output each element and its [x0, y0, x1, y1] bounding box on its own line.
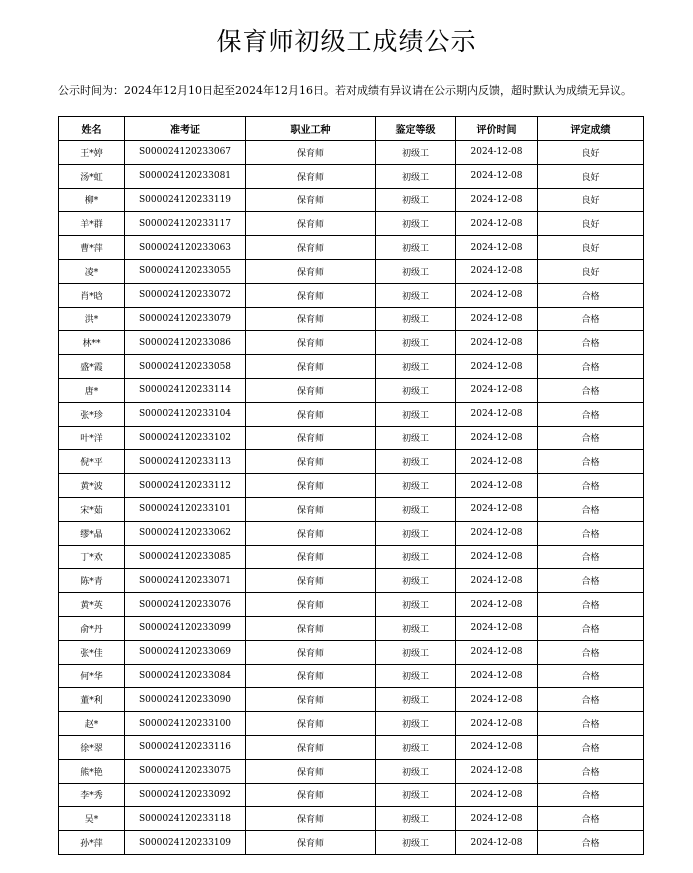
cell-grade: 合格 — [538, 807, 644, 831]
cell-occupation: 保育师 — [246, 569, 376, 593]
cell-occupation: 保育师 — [246, 283, 376, 307]
cell-grade: 良好 — [538, 141, 644, 165]
table-row — [59, 378, 644, 402]
cell-exam-id: S000024120233090 — [125, 688, 246, 712]
cell-eval-date: 2024-12-08 — [456, 307, 538, 331]
cell-eval-date: 2024-12-08 — [456, 188, 538, 212]
cell-name: 林** — [59, 331, 125, 355]
table-row — [59, 616, 644, 640]
cell-exam-id: S000024120233104 — [125, 402, 246, 426]
cell-level: 初级工 — [376, 236, 456, 260]
cell-name: 汤*虹 — [59, 164, 125, 188]
cell-name: 孙*萍 — [59, 831, 125, 855]
cell-level: 初级工 — [376, 759, 456, 783]
table-row — [59, 521, 644, 545]
cell-occupation: 保育师 — [246, 545, 376, 569]
cell-occupation: 保育师 — [246, 426, 376, 450]
cell-level: 初级工 — [376, 141, 456, 165]
table-row — [59, 474, 644, 498]
cell-occupation: 保育师 — [246, 616, 376, 640]
cell-eval-date: 2024-12-08 — [456, 259, 538, 283]
cell-occupation: 保育师 — [246, 593, 376, 617]
cell-occupation: 保育师 — [246, 378, 376, 402]
cell-name: 黄*波 — [59, 474, 125, 498]
cell-occupation: 保育师 — [246, 164, 376, 188]
cell-level: 初级工 — [376, 331, 456, 355]
cell-eval-date: 2024-12-08 — [456, 378, 538, 402]
table-row — [59, 188, 644, 212]
cell-name: 宋*茹 — [59, 497, 125, 521]
cell-name: 曹*萍 — [59, 236, 125, 260]
cell-exam-id: S000024120233102 — [125, 426, 246, 450]
cell-occupation: 保育师 — [246, 331, 376, 355]
cell-name: 张*珍 — [59, 402, 125, 426]
cell-exam-id: S000024120233063 — [125, 236, 246, 260]
cell-name: 张*佳 — [59, 640, 125, 664]
cell-exam-id: S000024120233062 — [125, 521, 246, 545]
cell-occupation: 保育师 — [246, 402, 376, 426]
cell-name: 黄*英 — [59, 593, 125, 617]
table-row — [59, 831, 644, 855]
cell-grade: 良好 — [538, 188, 644, 212]
cell-eval-date: 2024-12-08 — [456, 688, 538, 712]
table-row — [59, 664, 644, 688]
cell-eval-date: 2024-12-08 — [456, 545, 538, 569]
table-row — [59, 141, 644, 165]
cell-grade: 合格 — [538, 355, 644, 379]
cell-level: 初级工 — [376, 831, 456, 855]
cell-occupation: 保育师 — [246, 450, 376, 474]
page-title: 保育师初级工成绩公示 — [216, 27, 477, 56]
cell-name: 王*婷 — [59, 141, 125, 165]
cell-occupation: 保育师 — [246, 831, 376, 855]
cell-exam-id: S000024120233079 — [125, 307, 246, 331]
cell-exam-id: S000024120233067 — [125, 141, 246, 165]
cell-eval-date: 2024-12-08 — [456, 236, 538, 260]
cell-exam-id: S000024120233076 — [125, 593, 246, 617]
cell-level: 初级工 — [376, 616, 456, 640]
cell-eval-date: 2024-12-08 — [456, 283, 538, 307]
cell-grade: 合格 — [538, 307, 644, 331]
cell-level: 初级工 — [376, 688, 456, 712]
col-header-level: 鉴定等级 — [376, 117, 456, 141]
cell-exam-id: S000024120233069 — [125, 640, 246, 664]
cell-grade: 合格 — [538, 735, 644, 759]
cell-grade: 合格 — [538, 450, 644, 474]
cell-grade: 合格 — [538, 688, 644, 712]
cell-exam-id: S000024120233085 — [125, 545, 246, 569]
cell-eval-date: 2024-12-08 — [456, 331, 538, 355]
cell-grade: 合格 — [538, 593, 644, 617]
cell-exam-id: S000024120233058 — [125, 355, 246, 379]
cell-level: 初级工 — [376, 807, 456, 831]
cell-eval-date: 2024-12-08 — [456, 402, 538, 426]
cell-exam-id: S000024120233072 — [125, 283, 246, 307]
table-row — [59, 212, 644, 236]
cell-level: 初级工 — [376, 378, 456, 402]
cell-level: 初级工 — [376, 497, 456, 521]
col-header-exam-id: 准考证 — [125, 117, 246, 141]
table-row — [59, 759, 644, 783]
cell-eval-date: 2024-12-08 — [456, 807, 538, 831]
cell-eval-date: 2024-12-08 — [456, 450, 538, 474]
cell-occupation: 保育师 — [246, 307, 376, 331]
table-row — [59, 283, 644, 307]
table-row — [59, 545, 644, 569]
cell-eval-date: 2024-12-08 — [456, 141, 538, 165]
cell-name: 陈*青 — [59, 569, 125, 593]
cell-name: 李*秀 — [59, 783, 125, 807]
cell-name: 熊*艳 — [59, 759, 125, 783]
cell-occupation: 保育师 — [246, 735, 376, 759]
cell-grade: 合格 — [538, 283, 644, 307]
cell-occupation: 保育师 — [246, 712, 376, 736]
cell-level: 初级工 — [376, 212, 456, 236]
cell-occupation: 保育师 — [246, 212, 376, 236]
cell-level: 初级工 — [376, 545, 456, 569]
cell-occupation: 保育师 — [246, 474, 376, 498]
cell-eval-date: 2024-12-08 — [456, 759, 538, 783]
table-row — [59, 259, 644, 283]
cell-name: 叶*洋 — [59, 426, 125, 450]
table-row — [59, 402, 644, 426]
col-header-eval-date: 评价时间 — [456, 117, 538, 141]
results-table — [58, 116, 644, 855]
col-header-name: 姓名 — [59, 117, 125, 141]
cell-level: 初级工 — [376, 640, 456, 664]
cell-name: 何*华 — [59, 664, 125, 688]
cell-exam-id: S000024120233116 — [125, 735, 246, 759]
cell-grade: 良好 — [538, 259, 644, 283]
cell-grade: 合格 — [538, 569, 644, 593]
cell-name: 丁*欢 — [59, 545, 125, 569]
cell-level: 初级工 — [376, 712, 456, 736]
cell-grade: 合格 — [538, 831, 644, 855]
table-row — [59, 307, 644, 331]
cell-grade: 合格 — [538, 331, 644, 355]
cell-grade: 合格 — [538, 521, 644, 545]
table-row — [59, 783, 644, 807]
cell-name: 董*利 — [59, 688, 125, 712]
cell-level: 初级工 — [376, 521, 456, 545]
cell-eval-date: 2024-12-08 — [456, 640, 538, 664]
cell-level: 初级工 — [376, 450, 456, 474]
cell-name: 凌* — [59, 259, 125, 283]
cell-exam-id: S000024120233099 — [125, 616, 246, 640]
cell-level: 初级工 — [376, 164, 456, 188]
table-row — [59, 164, 644, 188]
cell-grade: 合格 — [538, 545, 644, 569]
cell-exam-id: S000024120233109 — [125, 831, 246, 855]
cell-exam-id: S000024120233112 — [125, 474, 246, 498]
cell-eval-date: 2024-12-08 — [456, 164, 538, 188]
cell-occupation: 保育师 — [246, 759, 376, 783]
table-row — [59, 450, 644, 474]
cell-level: 初级工 — [376, 188, 456, 212]
cell-eval-date: 2024-12-08 — [456, 497, 538, 521]
cell-level: 初级工 — [376, 664, 456, 688]
cell-grade: 合格 — [538, 616, 644, 640]
cell-level: 初级工 — [376, 735, 456, 759]
cell-occupation: 保育师 — [246, 640, 376, 664]
cell-name: 倪*平 — [59, 450, 125, 474]
cell-level: 初级工 — [376, 593, 456, 617]
notice-text: 公示时间为：2024年12月10日起至2024年12月16日。若对成绩有异议请在公示期内反馈，超时默认为成绩无异议。 — [58, 84, 632, 97]
cell-eval-date: 2024-12-08 — [456, 712, 538, 736]
cell-eval-date: 2024-12-08 — [456, 783, 538, 807]
cell-grade: 合格 — [538, 497, 644, 521]
cell-exam-id: S000024120233118 — [125, 807, 246, 831]
cell-occupation: 保育师 — [246, 783, 376, 807]
col-header-grade: 评定成绩 — [538, 117, 644, 141]
cell-grade: 合格 — [538, 426, 644, 450]
table-row — [59, 355, 644, 379]
cell-level: 初级工 — [376, 259, 456, 283]
table-header — [59, 117, 644, 141]
cell-exam-id: S000024120233084 — [125, 664, 246, 688]
table-row — [59, 569, 644, 593]
cell-eval-date: 2024-12-08 — [456, 735, 538, 759]
table-row — [59, 640, 644, 664]
cell-grade: 合格 — [538, 402, 644, 426]
cell-name: 徐*翠 — [59, 735, 125, 759]
cell-level: 初级工 — [376, 426, 456, 450]
cell-level: 初级工 — [376, 783, 456, 807]
cell-name: 唐* — [59, 378, 125, 402]
table-row — [59, 236, 644, 260]
table-row — [59, 712, 644, 736]
cell-eval-date: 2024-12-08 — [456, 521, 538, 545]
cell-name: 羊*群 — [59, 212, 125, 236]
table-row — [59, 807, 644, 831]
cell-occupation: 保育师 — [246, 521, 376, 545]
cell-grade: 合格 — [538, 783, 644, 807]
cell-occupation: 保育师 — [246, 188, 376, 212]
cell-eval-date: 2024-12-08 — [456, 664, 538, 688]
cell-eval-date: 2024-12-08 — [456, 593, 538, 617]
table-row — [59, 688, 644, 712]
cell-exam-id: S000024120233081 — [125, 164, 246, 188]
cell-exam-id: S000024120233117 — [125, 212, 246, 236]
cell-grade: 合格 — [538, 640, 644, 664]
cell-eval-date: 2024-12-08 — [456, 355, 538, 379]
cell-exam-id: S000024120233114 — [125, 378, 246, 402]
cell-exam-id: S000024120233101 — [125, 497, 246, 521]
table-row — [59, 331, 644, 355]
cell-level: 初级工 — [376, 307, 456, 331]
cell-name: 俞*丹 — [59, 616, 125, 640]
cell-occupation: 保育师 — [246, 141, 376, 165]
cell-occupation: 保育师 — [246, 355, 376, 379]
table-body — [59, 141, 644, 855]
cell-grade: 良好 — [538, 212, 644, 236]
cell-exam-id: S000024120233100 — [125, 712, 246, 736]
cell-level: 初级工 — [376, 569, 456, 593]
cell-grade: 合格 — [538, 712, 644, 736]
cell-level: 初级工 — [376, 402, 456, 426]
cell-grade: 合格 — [538, 664, 644, 688]
table-row — [59, 426, 644, 450]
cell-eval-date: 2024-12-08 — [456, 212, 538, 236]
cell-grade: 良好 — [538, 236, 644, 260]
table-row — [59, 735, 644, 759]
col-header-occupation: 职业工种 — [246, 117, 376, 141]
cell-grade: 合格 — [538, 474, 644, 498]
cell-occupation: 保育师 — [246, 497, 376, 521]
cell-name: 吴* — [59, 807, 125, 831]
cell-name: 盛*霞 — [59, 355, 125, 379]
cell-occupation: 保育师 — [246, 688, 376, 712]
cell-name: 洪* — [59, 307, 125, 331]
cell-eval-date: 2024-12-08 — [456, 616, 538, 640]
cell-eval-date: 2024-12-08 — [456, 474, 538, 498]
cell-name: 赵* — [59, 712, 125, 736]
cell-grade: 良好 — [538, 164, 644, 188]
cell-eval-date: 2024-12-08 — [456, 831, 538, 855]
header-row — [59, 117, 644, 141]
cell-name: 柳* — [59, 188, 125, 212]
cell-grade: 合格 — [538, 378, 644, 402]
cell-exam-id: S000024120233075 — [125, 759, 246, 783]
cell-name: 肖*晗 — [59, 283, 125, 307]
cell-occupation: 保育师 — [246, 664, 376, 688]
cell-exam-id: S000024120233119 — [125, 188, 246, 212]
cell-exam-id: S000024120233113 — [125, 450, 246, 474]
cell-exam-id: S000024120233055 — [125, 259, 246, 283]
cell-level: 初级工 — [376, 355, 456, 379]
cell-name: 缪*晶 — [59, 521, 125, 545]
cell-eval-date: 2024-12-08 — [456, 426, 538, 450]
table-row — [59, 593, 644, 617]
cell-level: 初级工 — [376, 474, 456, 498]
cell-occupation: 保育师 — [246, 807, 376, 831]
table-row — [59, 497, 644, 521]
cell-level: 初级工 — [376, 283, 456, 307]
cell-exam-id: S000024120233071 — [125, 569, 246, 593]
cell-grade: 合格 — [538, 759, 644, 783]
cell-exam-id: S000024120233086 — [125, 331, 246, 355]
cell-occupation: 保育师 — [246, 236, 376, 260]
cell-exam-id: S000024120233092 — [125, 783, 246, 807]
cell-eval-date: 2024-12-08 — [456, 569, 538, 593]
cell-occupation: 保育师 — [246, 259, 376, 283]
